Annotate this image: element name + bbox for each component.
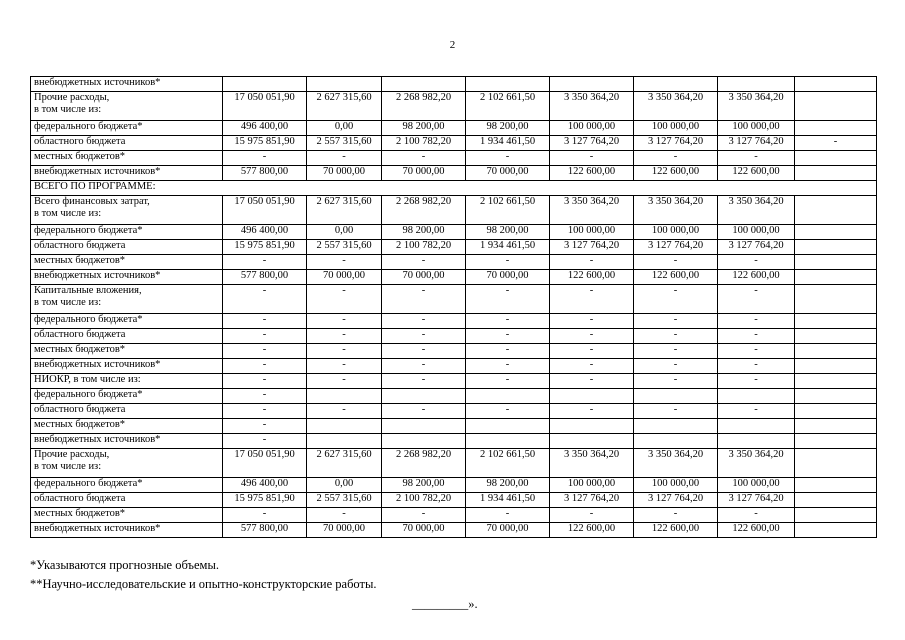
value-cell: - [223,329,307,344]
table-row [31,285,877,314]
value-cell: - [466,255,550,270]
value-cell: 3 350 364,20 [550,196,634,225]
value-cell: - [382,151,466,166]
row-label: внебюджетных источников* [31,523,223,538]
table-row [31,196,877,225]
value-cell: 2 100 782,20 [382,493,466,508]
value-cell: - [634,508,718,523]
value-cell: - [718,359,795,374]
value-cell [307,389,382,404]
value-cell: 100 000,00 [718,225,795,240]
table-row [31,478,877,493]
value-cell: 100 000,00 [634,121,718,136]
value-cell: 98 200,00 [382,478,466,493]
value-cell [634,434,718,449]
value-cell [718,434,795,449]
value-cell [795,285,877,314]
value-cell: 2 627 315,60 [307,196,382,225]
value-cell: - [634,285,718,314]
value-cell [795,121,877,136]
value-cell: 3 350 364,20 [634,449,718,478]
value-cell: 577 800,00 [223,270,307,285]
value-cell: 100 000,00 [718,121,795,136]
value-cell: 122 600,00 [550,270,634,285]
value-cell: - [466,359,550,374]
value-cell: - [466,314,550,329]
value-cell: 3 127 764,20 [718,240,795,255]
value-cell: - [718,404,795,419]
value-cell: - [223,389,307,404]
value-cell [382,419,466,434]
table-row [31,270,877,285]
value-cell [795,166,877,181]
value-cell: - [223,404,307,419]
value-cell: - [223,434,307,449]
table-row [31,136,877,151]
value-cell: 1 934 461,50 [466,240,550,255]
value-cell [795,270,877,285]
row-label: местных бюджетов* [31,344,223,359]
table-row [31,255,877,270]
value-cell: - [634,404,718,419]
value-cell: 70 000,00 [382,523,466,538]
value-cell [795,374,877,389]
row-label: федерального бюджета* [31,121,223,136]
closing-mark: _________». [412,597,478,611]
table-row [31,493,877,508]
table-row [31,77,877,92]
value-cell [382,434,466,449]
value-cell [466,389,550,404]
value-cell: 70 000,00 [466,166,550,181]
value-cell [307,419,382,434]
row-label: областного бюджета [31,493,223,508]
value-cell: 15 975 851,90 [223,493,307,508]
value-cell: - [307,508,382,523]
value-cell: - [634,344,718,359]
value-cell: 3 127 764,20 [550,240,634,255]
value-cell: 122 600,00 [718,166,795,181]
value-cell [550,389,634,404]
value-cell: - [634,374,718,389]
value-cell: - [307,151,382,166]
value-cell: - [466,329,550,344]
row-label: НИОКР, в том числе из: [31,374,223,389]
table-row [31,344,877,359]
value-cell: - [466,374,550,389]
value-cell: 3 350 364,20 [550,449,634,478]
row-label: федерального бюджета* [31,389,223,404]
table-row [31,225,877,240]
value-cell [795,404,877,419]
value-cell: 122 600,00 [718,270,795,285]
value-cell [550,77,634,92]
row-label: областного бюджета [31,240,223,255]
table-row [31,449,877,478]
value-cell: 0,00 [307,478,382,493]
value-cell: 100 000,00 [634,478,718,493]
value-cell [718,77,795,92]
value-cell: 3 350 364,20 [634,196,718,225]
value-cell: 100 000,00 [718,478,795,493]
row-label: внебюджетных источников* [31,434,223,449]
value-cell: 2 268 982,20 [382,449,466,478]
value-cell: 3 127 764,20 [634,493,718,508]
value-cell: 3 350 364,20 [718,196,795,225]
value-cell [795,508,877,523]
value-cell: - [718,374,795,389]
table-row [31,374,877,389]
value-cell: 100 000,00 [634,225,718,240]
value-cell [718,389,795,404]
table-row [31,523,877,538]
value-cell: 100 000,00 [550,478,634,493]
table-row [31,389,877,404]
value-cell: - [550,255,634,270]
value-cell: - [307,285,382,314]
value-cell: 2 557 315,60 [307,240,382,255]
value-cell [382,389,466,404]
value-cell [795,92,877,121]
value-cell: 2 100 782,20 [382,136,466,151]
value-cell: - [718,151,795,166]
value-cell: 70 000,00 [382,270,466,285]
value-cell [307,77,382,92]
value-cell [466,434,550,449]
value-cell: - [307,255,382,270]
value-cell: - [382,329,466,344]
value-cell: 3 127 764,20 [718,493,795,508]
value-cell: - [718,255,795,270]
value-cell: - [382,404,466,419]
value-cell: - [466,404,550,419]
value-cell: - [223,314,307,329]
value-cell [795,196,877,225]
value-cell: 122 600,00 [634,523,718,538]
table-row [31,434,877,449]
value-cell: 70 000,00 [307,166,382,181]
value-cell: - [466,285,550,314]
row-label: областного бюджета [31,404,223,419]
value-cell: 70 000,00 [307,523,382,538]
value-cell: 17 050 051,90 [223,92,307,121]
value-cell: - [550,285,634,314]
value-cell: - [223,508,307,523]
value-cell: - [550,344,634,359]
value-cell: - [307,359,382,374]
value-cell: - [307,374,382,389]
value-cell: - [307,404,382,419]
value-cell: 3 127 764,20 [718,136,795,151]
value-cell: 1 934 461,50 [466,493,550,508]
value-cell [795,329,877,344]
value-cell: - [634,314,718,329]
value-cell: 70 000,00 [382,166,466,181]
value-cell: 577 800,00 [223,166,307,181]
table-row [31,240,877,255]
row-label: местных бюджетов* [31,419,223,434]
value-cell: 98 200,00 [382,225,466,240]
value-cell: - [466,508,550,523]
value-cell: 100 000,00 [550,121,634,136]
value-cell: 3 350 364,20 [634,92,718,121]
value-cell: 2 102 661,50 [466,92,550,121]
value-cell [795,434,877,449]
value-cell [550,434,634,449]
value-cell: - [795,136,877,151]
value-cell: 70 000,00 [307,270,382,285]
value-cell: 3 127 764,20 [634,136,718,151]
value-cell: 3 127 764,20 [550,493,634,508]
value-cell: - [550,314,634,329]
value-cell: - [634,151,718,166]
row-label: Капитальные вложения, в том числе из: [31,285,223,314]
value-cell: - [718,344,795,359]
value-cell: 3 350 364,20 [550,92,634,121]
row-label: областного бюджета [31,136,223,151]
value-cell [795,77,877,92]
value-cell: 122 600,00 [550,523,634,538]
value-cell: - [634,329,718,344]
table-row [31,151,877,166]
table-row [31,404,877,419]
value-cell: - [550,374,634,389]
table-row [31,166,877,181]
value-cell: 2 627 315,60 [307,92,382,121]
value-cell [466,77,550,92]
value-cell: 122 600,00 [634,270,718,285]
value-cell [795,314,877,329]
row-label: местных бюджетов* [31,151,223,166]
value-cell: - [382,255,466,270]
value-cell: - [382,508,466,523]
value-cell: - [550,359,634,374]
table-row [31,419,877,434]
value-cell: 3 350 364,20 [718,449,795,478]
value-cell: 2 557 315,60 [307,136,382,151]
value-cell: 98 200,00 [382,121,466,136]
table-row [31,359,877,374]
value-cell: 3 127 764,20 [634,240,718,255]
value-cell [795,389,877,404]
value-cell: 0,00 [307,121,382,136]
value-cell: - [223,374,307,389]
table-row [31,329,877,344]
value-cell [466,419,550,434]
value-cell: - [223,255,307,270]
value-cell: - [223,151,307,166]
value-cell [550,419,634,434]
value-cell: 2 268 982,20 [382,196,466,225]
value-cell: - [223,359,307,374]
table-row [31,314,877,329]
value-cell: - [550,329,634,344]
value-cell [795,255,877,270]
row-label: местных бюджетов* [31,255,223,270]
row-label: Прочие расходы, в том числе из: [31,449,223,478]
value-cell: 2 627 315,60 [307,449,382,478]
value-cell: - [223,344,307,359]
value-cell [307,434,382,449]
table-row [31,508,877,523]
table-row [31,181,877,196]
value-cell: 3 350 364,20 [718,92,795,121]
section-heading: ВСЕГО ПО ПРОГРАММЕ: [31,181,877,196]
row-label: федерального бюджета* [31,478,223,493]
value-cell: - [223,285,307,314]
value-cell: - [466,151,550,166]
value-cell [634,389,718,404]
value-cell: - [382,344,466,359]
value-cell: - [634,359,718,374]
value-cell: 2 268 982,20 [382,92,466,121]
value-cell: 496 400,00 [223,225,307,240]
budget-table [30,76,877,538]
value-cell: 17 050 051,90 [223,196,307,225]
value-cell [223,77,307,92]
value-cell: - [634,255,718,270]
value-cell: - [382,285,466,314]
row-label: внебюджетных источников* [31,77,223,92]
value-cell: - [718,314,795,329]
row-label: федерального бюджета* [31,314,223,329]
value-cell: - [466,344,550,359]
value-cell: 2 102 661,50 [466,449,550,478]
value-cell: - [382,374,466,389]
table-row [31,121,877,136]
value-cell: 98 200,00 [466,478,550,493]
value-cell: 122 600,00 [634,166,718,181]
value-cell: - [550,151,634,166]
footnote-forecast: *Указываются прогнозные объемы. [30,558,219,572]
value-cell [795,151,877,166]
value-cell: 17 050 051,90 [223,449,307,478]
value-cell: 15 975 851,90 [223,136,307,151]
value-cell: 122 600,00 [718,523,795,538]
value-cell: - [223,419,307,434]
value-cell: - [550,404,634,419]
value-cell [382,77,466,92]
value-cell: 0,00 [307,225,382,240]
value-cell: 496 400,00 [223,121,307,136]
value-cell: 98 200,00 [466,225,550,240]
value-cell [795,359,877,374]
value-cell: - [307,314,382,329]
value-cell [795,419,877,434]
value-cell [795,344,877,359]
value-cell [795,449,877,478]
value-cell: 3 127 764,20 [550,136,634,151]
value-cell: 15 975 851,90 [223,240,307,255]
value-cell: 2 100 782,20 [382,240,466,255]
value-cell: 496 400,00 [223,478,307,493]
value-cell: 100 000,00 [550,225,634,240]
row-label: федерального бюджета* [31,225,223,240]
row-label: Прочие расходы, в том числе из: [31,92,223,121]
value-cell: - [307,329,382,344]
value-cell: - [307,344,382,359]
value-cell: - [718,285,795,314]
value-cell [795,478,877,493]
value-cell [634,77,718,92]
row-label: внебюджетных источников* [31,270,223,285]
value-cell: 70 000,00 [466,523,550,538]
value-cell [795,523,877,538]
value-cell: - [718,508,795,523]
table-row [31,92,877,121]
value-cell: - [382,314,466,329]
value-cell: 70 000,00 [466,270,550,285]
value-cell: - [382,359,466,374]
value-cell: 2 557 315,60 [307,493,382,508]
row-label: Всего финансовых затрат, в том числе из: [31,196,223,225]
footnote-niokr: **Научно-исследовательские и опытно-конструкторские работы. [30,577,377,591]
row-label: областного бюджета [31,329,223,344]
value-cell: 2 102 661,50 [466,196,550,225]
row-label: внебюджетных источников* [31,166,223,181]
row-label: местных бюджетов* [31,508,223,523]
page-number: 2 [449,39,456,51]
value-cell: - [550,508,634,523]
value-cell [634,419,718,434]
value-cell: 98 200,00 [466,121,550,136]
value-cell: 1 934 461,50 [466,136,550,151]
row-label: внебюджетных источников* [31,359,223,374]
value-cell: 577 800,00 [223,523,307,538]
value-cell [718,419,795,434]
value-cell [795,240,877,255]
value-cell: - [718,329,795,344]
value-cell [795,493,877,508]
value-cell: 122 600,00 [550,166,634,181]
value-cell [795,225,877,240]
